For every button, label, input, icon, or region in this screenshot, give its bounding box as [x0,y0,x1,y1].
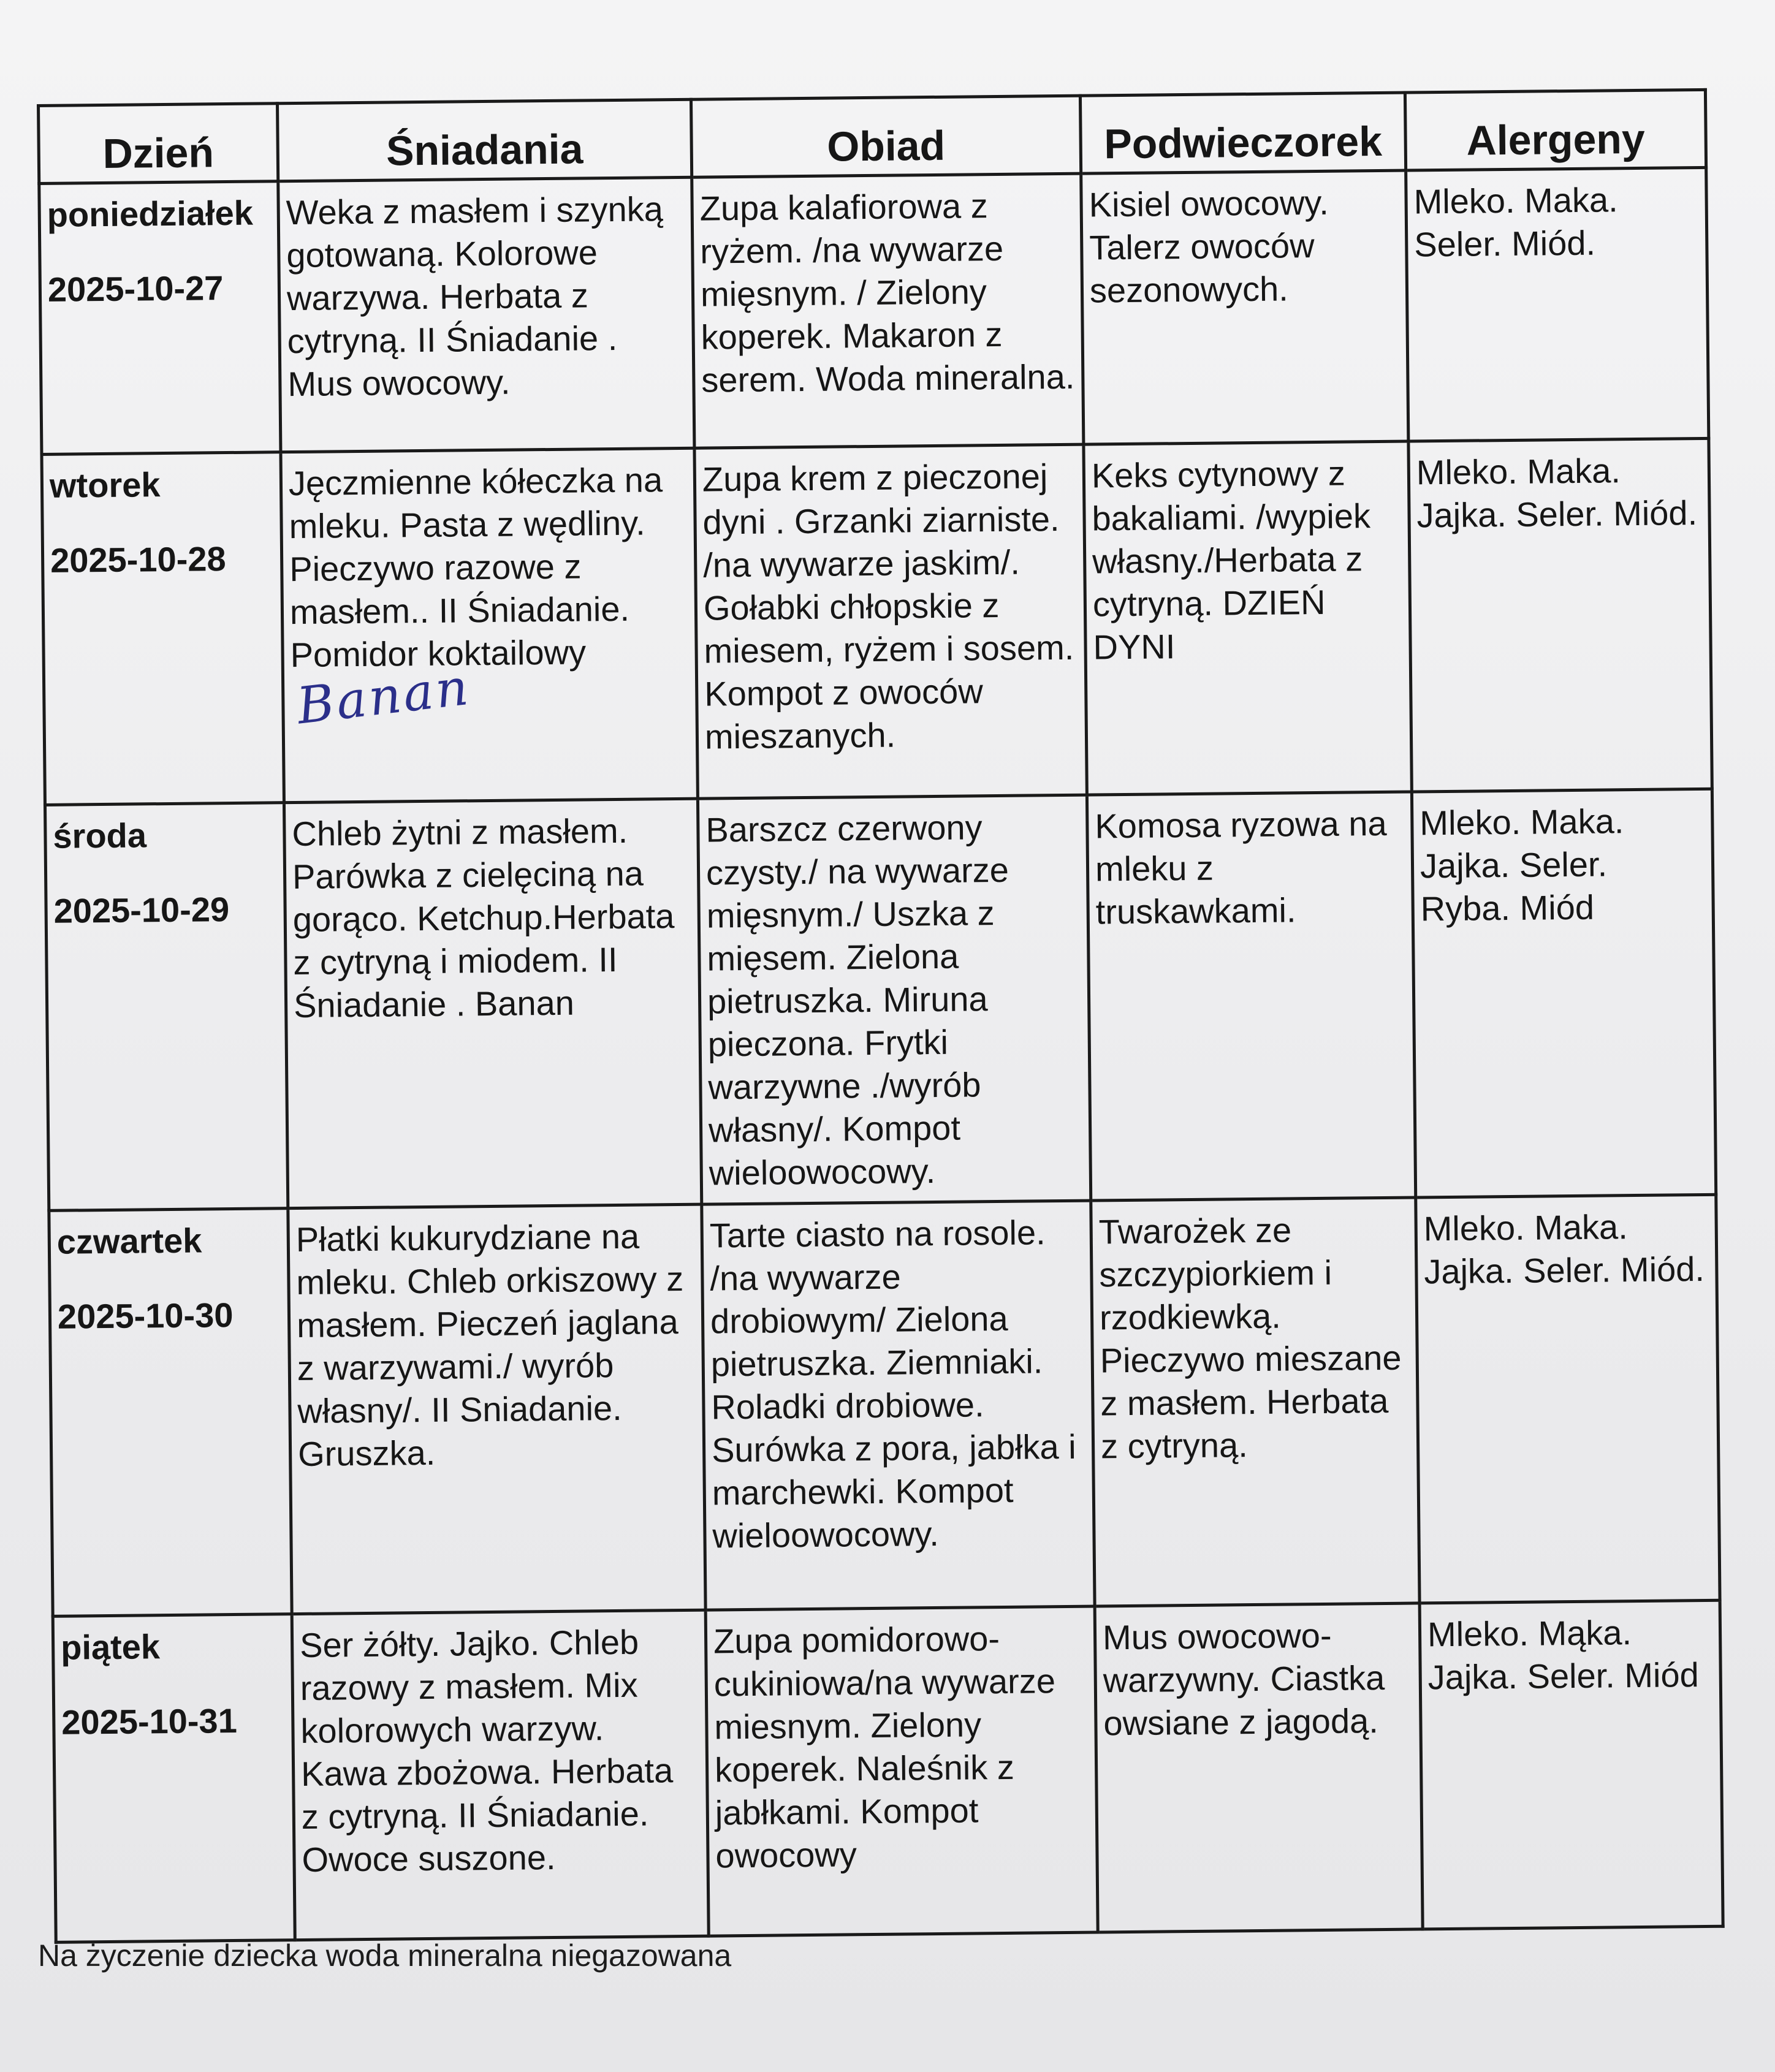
allergens-cell: Mleko. Maka. Jajka. Seler. Ryba. Miód [1412,789,1716,1197]
table-row [39,167,1709,454]
menu-sheet [37,88,1722,1944]
table-row [49,1194,1720,1616]
day-cell [42,452,284,805]
lunch-cell: Barszcz czerwony czysty./ na wywarze mięsnym./ Uszka z mięsem. Zielona pietruszka. Miruna pieczona. Frytki warzywne ./wyrób własny/. Kompot wieloowocowy. [697,795,1090,1204]
lunch-cell: Zupa kalafiorowa z ryżem. /na wywarze mięsnym. / Zielony koperek. Makaron z serem. Woda mineralna. [692,173,1084,448]
day-cell [49,1209,292,1617]
day-cell [45,803,287,1211]
snack-cell: Twarożek ze szczypiorkiem i rzodkiewką. Pieczywo mieszane z masłem. Herbata z cytryną. [1091,1197,1420,1606]
snack-cell: Keks cytynowy z bakaliami. /wypiek własny./Herbata z cytryną. DZIEŃ DYNI [1084,441,1412,795]
day-date: 2025-10-27 [47,268,224,309]
breakfast-cell: Płatki kukurydziane na mleku. Chleb orkiszowy z masłem. Pieczeń jaglana z warzywami./ wyrób własny/. II Sniadanie. Gruszka. [288,1204,705,1614]
lunch-cell: Zupa pomidorowo-cukiniowa/na wywarze miesnym. Zielony koperek. Naleśnik z jabłkami. Kompot owocowy [705,1606,1098,1936]
allergens-cell: Mleko. Maka. Jajka. Seler. Miód. [1416,1194,1720,1603]
breakfast-cell [281,448,697,802]
breakfast-text: Jęczmienne kółeczka na mleku. Pasta z wędliny. Pieczywo razowe z masłem.. II Śniadanie. Pomidor koktailowy [288,460,663,675]
header-breakfast: Śniadania [278,99,692,181]
day-date: 2025-10-28 [50,539,226,580]
day-name: piątek [60,1627,161,1667]
day-name: poniedziałek [47,193,254,234]
table-row [45,789,1716,1210]
allergens-cell: Mleko. Mąka. Jajka. Seler. Miód [1420,1600,1723,1929]
day-cell [39,181,281,455]
day-date: 2025-10-31 [61,1701,238,1742]
allergens-cell: Mleko. Maka. Jajka. Seler. Miód. [1408,438,1712,792]
lunch-cell: Tarte ciasto na rosole. /na wywarze drobiowym/ Zielona pietruszka. Ziemniaki. Roladki drobiowe. Surówka z pora, jabłka i marchewki. Kompot wieloowocowy. [702,1201,1095,1610]
day-name: wtorek [49,465,161,505]
lunch-cell: Zupa krem z pieczonej dyni . Grzanki ziarniste. /na wywarze jaskim/. Gołabki chłopskie z miesem, ryżem i sosem. Kompot z owoców mieszanych. [694,444,1087,799]
snack-cell: Komosa ryzowa na mleku z truskawkami. [1087,792,1415,1201]
day-date: 2025-10-29 [53,890,230,930]
footer-note: Na życzenie dziecka woda mineralna niegazowana [38,1938,732,1973]
allergens-cell: Mleko. Maka. Seler. Miód. [1406,167,1709,441]
breakfast-cell: Weka z masłem i szynką gotowaną. Kolorowe warzywa. Herbata z cytryną. II Śniadanie . Mus owocowy. [278,177,694,452]
breakfast-cell: Chleb żytni z masłem. Parówka z cielęciną na gorąco. Ketchup.Herbata z cytryną i miodem. II Śniadanie . Banan [284,799,701,1208]
breakfast-cell: Ser żółty. Jajko. Chleb razowy z masłem. Mix kolorowych warzyw. Kawa zbożowa. Herbata z cytryną. II Śniadanie. Owoce suszone. [292,1610,709,1940]
header-allergens: Alergeny [1405,89,1706,170]
header-lunch: Obiad [691,96,1081,177]
snack-cell: Mus owocowo-warzywny. Ciastka owsiane z jagodą. [1095,1603,1423,1932]
snack-cell: Kisiel owocowy. Talerz owoców sezonowych. [1081,170,1408,444]
day-date: 2025-10-30 [57,1296,234,1336]
day-name: środa [53,816,147,856]
header-snack: Podwieczorek [1080,93,1405,173]
handwritten-note: Banan [294,658,474,736]
table-row [42,438,1712,805]
day-name: czwartek [56,1221,202,1261]
table-row [53,1600,1723,1942]
day-cell [53,1614,295,1943]
header-day: Dzień [39,104,278,184]
weekly-menu-table [37,88,1725,1944]
